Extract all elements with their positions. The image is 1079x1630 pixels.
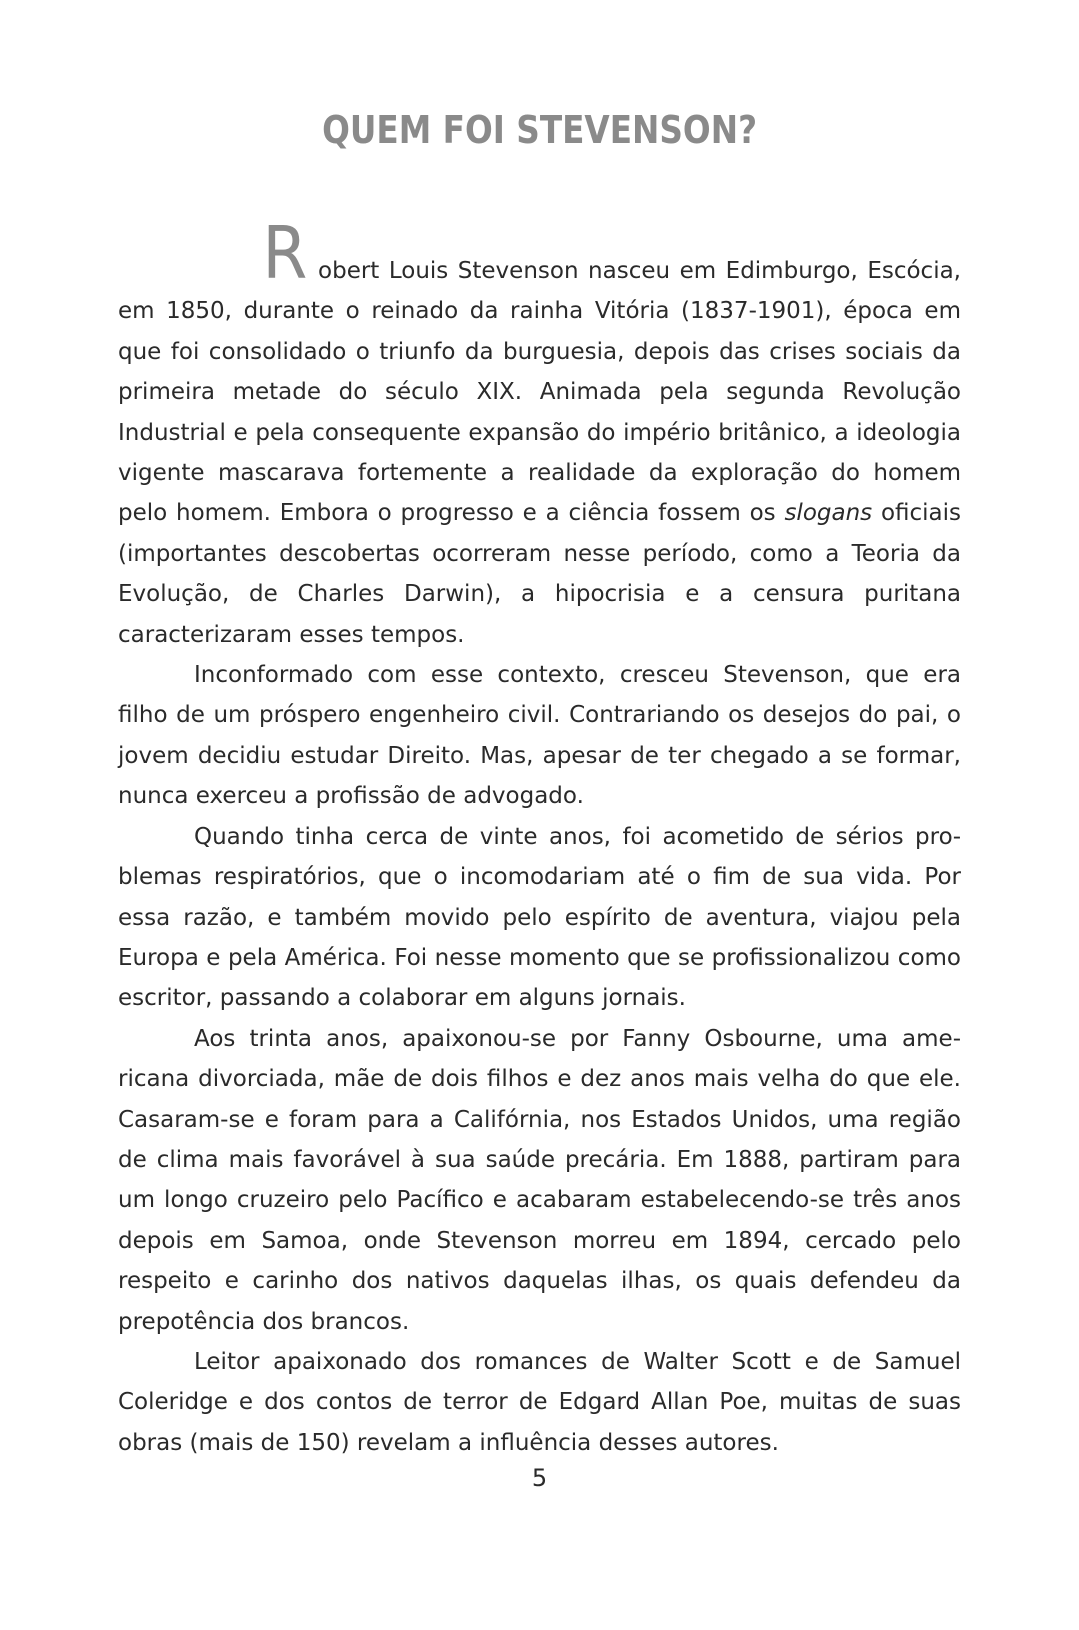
paragraph-2: Inconformado com esse contexto, cresceu Stevenson, que era filho de um próspero engenheiro civil. Contrariando os desejos do pai, o jovem decidiu estudar Direito. Mas, apesar de ter chegado a se formar, nunca exerceu a profissão de advogado. (118, 662, 961, 810)
paragraph-1-text-start: obert Louis Stevenson nasceu em Edimburgo, Escócia, em 1850, durante o reinado da rainha Vitória (1837-1901), época em que foi consolidado o triunfo da burguesia, depois das crises sociais da primeira metade do século XIX. Animada pela segunda Revolução Industrial e pela consequente expansão do império britânico, a ideologia vigente mascarava fortemente a realidade da exploração do homem pelo homem. Embora o progresso e a ciência fossem os (118, 258, 961, 527)
paragraph-1-text-end: oficiais (importantes descobertas ocorreram nesse período, como a Teoria da Evolução, de Charles Darwin), a hipocrisia e a censura puritana caracterizaram esses tempos. (118, 500, 962, 648)
paragraph-1-italic: slogans (784, 500, 873, 527)
paragraph-4: Aos trinta anos, apaixonou-se por Fanny Osbourne, uma americana divorciada, mãe de dois filhos e dez anos mais velha do que ele. Casaram-se e foram para a Califórnia, nos Estados Unidos, uma região de clima mais favorável à sua saúde precária. Em 1888, partiram para um longo cruzeiro pelo Pacífico e acabaram estabelecendo-⁠se três anos depois em Samoa, onde Stevenson morreu em 1894, cercado pelo respeito e carinho dos nativos daquelas ilhas, os quais defendeu da prepotência dos brancos. (118, 1025, 961, 1335)
body-text (118, 211, 962, 1463)
page-number: 5 (531, 1464, 548, 1492)
paragraph-5: Leitor apaixonado dos romances de Walter Scott e de Samuel Coleridge e dos contos de terror de Edgard Allan Poe, muitas de suas obras (mais de 150) revelam a influência desses autores. (118, 1348, 961, 1456)
chapter-title: QUEM FOI STEVENSON? (322, 108, 758, 152)
paragraph-3: Quando tinha cerca de vinte anos, foi acometido de sérios problemas respiratórios, que o incomodariam até o fim de sua vida. Por essa razão, e também movido pelo espírito de aventura, viajou pela Europa e pela América. Foi nesse momento que se profissionalizou como escritor, passando a colaborar em alguns jornais. (118, 823, 961, 1012)
paragraph-1 (118, 211, 962, 655)
drop-cap: R (262, 211, 306, 295)
